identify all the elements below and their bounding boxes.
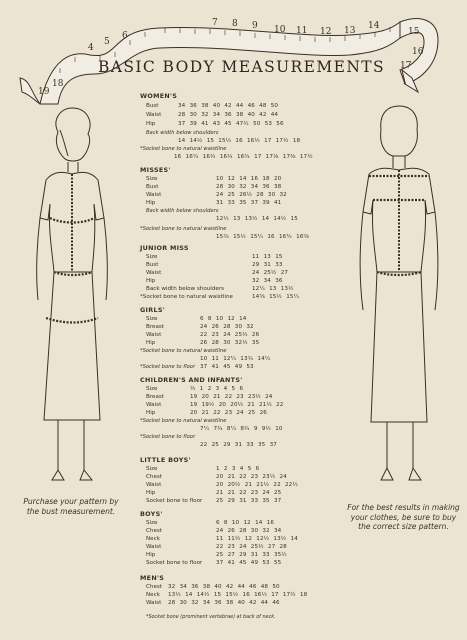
row-label: Neck — [146, 536, 160, 542]
row-values: 15¾ 15½ 15¼ 16 16¼ 16⅝ — [216, 234, 309, 240]
right-caption — [346, 503, 461, 532]
back-figure-illustration — [333, 100, 461, 485]
tape-number: 6 — [122, 31, 128, 41]
tape-number: 12 — [320, 27, 332, 37]
row-values: 22 23 24 25½ 27 28 — [216, 544, 287, 550]
row-values: 19 19½ 20 20½ 21 21½ 22 — [190, 402, 284, 408]
caption-line: your clothes, be sure to buy — [350, 512, 457, 522]
caption-line: the correct size pattern. — [358, 522, 449, 531]
row-label: Bust — [146, 184, 159, 190]
row-label: Breast — [146, 394, 164, 400]
row-label: *Socket bone to natural waistline — [140, 294, 233, 300]
row-label: Hip — [146, 552, 156, 558]
tape-number: 9 — [252, 21, 258, 31]
row-label: Waist — [146, 270, 162, 276]
row-values: 28 30 32 34 36 38 40 42 44 — [178, 112, 279, 118]
row-label: Size — [146, 466, 158, 472]
row-values: 25 29 31 33 35 37 — [216, 498, 282, 504]
tape-number: 16 — [412, 47, 424, 57]
row-values: 34 36 38 40 42 44 46 48 50 — [178, 103, 279, 109]
note-label: *Socket bone to natural waistline — [140, 418, 227, 424]
page-title: BASIC BODY MEASUREMENTS — [98, 58, 386, 76]
row-label: Back width below shoulders — [146, 286, 225, 292]
row-values: 24 26 28 30 32 — [200, 324, 254, 330]
row-values: 22 23 24 25½ 26 — [200, 332, 260, 338]
tape-number: 19 — [38, 87, 50, 97]
row-values: 25 27 29 31 33 35½ — [216, 552, 287, 558]
tape-number: 4 — [88, 43, 94, 53]
row-values: 24 26 28 30 32 34 — [216, 528, 282, 534]
row-values: 22 25 29 31 33 35 37 — [200, 442, 277, 448]
row-label: Waist — [146, 544, 162, 550]
row-label: Size — [146, 316, 158, 322]
section-title-children: CHILDREN'S AND INFANTS' — [140, 376, 243, 384]
row-values: 24 25 26½ 28 30 32 — [216, 192, 287, 198]
section-title-little-boys: LITTLE BOYS' — [140, 456, 191, 464]
row-values: 28 30 32 34 36 38 40 42 44 46 — [168, 600, 280, 606]
row-values: 20 21 22 23 24 25 26 — [190, 410, 267, 416]
row-values: 28 30 32 34 36 38 — [216, 184, 282, 190]
row-values: 32 34 36 — [252, 278, 283, 284]
row-values: 29 31 33 — [252, 262, 283, 268]
left-caption — [6, 497, 136, 516]
row-values: 24 25½ 27 — [252, 270, 289, 276]
row-values: 14⅝ 15½ 15¼ — [252, 294, 300, 300]
row-values: 32 34 36 38 40 42 44 46 48 50 — [168, 584, 280, 590]
row-label: Waist — [146, 192, 162, 198]
note-label: *Socket bone to floor — [140, 434, 196, 440]
row-label: Waist — [146, 600, 162, 606]
row-values: 11 13 15 — [252, 254, 283, 260]
section-title-junior: JUNIOR MISS — [140, 244, 189, 252]
row-label: Waist — [146, 402, 162, 408]
row-label: Size — [146, 386, 158, 392]
row-values: 10 12 14 16 18 20 — [216, 176, 282, 182]
row-label: Bust — [146, 262, 159, 268]
tape-number: 13 — [344, 26, 356, 36]
row-values: 14 14½ 15 15½ 16 16½ 17 17½ 18 — [178, 138, 301, 144]
row-label: Neck — [146, 592, 160, 598]
tape-number: 14 — [368, 21, 380, 31]
footnote: *Socket bone (prominent vertebrae) at back of neck. — [146, 614, 276, 620]
front-figure-illustration — [8, 100, 136, 485]
row-values: 7¼ 7¾ 8¼ 8¾ 9 9½ 10 — [200, 426, 283, 432]
tape-number: 18 — [52, 79, 64, 89]
row-values: 20 21 22 23 23½ 24 — [216, 474, 287, 480]
row-values: 11 11½ 12 12½ 13½ 14 — [216, 536, 298, 542]
section-title-girls: GIRLS' — [140, 306, 165, 314]
row-label: Size — [146, 176, 158, 182]
tape-number: 15 — [408, 27, 420, 37]
caption-line: For the best results in making — [347, 503, 460, 512]
row-values: 13½ 14 14½ 15 15½ 16 16½ 17 17½ 18 — [168, 592, 308, 598]
row-label: Socket bone to floor — [146, 498, 203, 504]
row-label: Hip — [146, 200, 156, 206]
row-values: 37 39 41 43 45 47½ 50 53 56 — [178, 121, 284, 127]
section-title-boys: BOYS' — [140, 510, 163, 518]
row-values: 20 20½ 21 21½ 22 22½ — [216, 482, 298, 488]
section-title-women: WOMEN'S — [140, 92, 178, 100]
row-values: ½ 1 2 3 4 5 6 — [190, 386, 244, 392]
note-label: Back width below shoulders — [146, 130, 219, 136]
row-label: Chest — [146, 584, 163, 590]
row-label: Waist — [146, 112, 162, 118]
tape-number: 11 — [296, 26, 308, 36]
row-values: 37 41 45 49 53 — [200, 364, 254, 370]
tape-number: 5 — [104, 37, 110, 47]
caption-line: Purchase your pattern by — [23, 497, 119, 506]
row-label: Hip — [146, 121, 156, 127]
note-label: *Socket bone to natural waistline — [140, 348, 227, 354]
tape-number: 10 — [274, 25, 286, 35]
row-label: Waist — [146, 482, 162, 488]
row-values: 12¼ 13 13½ — [252, 286, 294, 292]
tape-number: 17 — [400, 61, 412, 71]
note-label: *Socket bone to natural waistline — [140, 226, 227, 232]
section-title-misses: MISSES' — [140, 166, 171, 174]
row-label: Size — [146, 254, 158, 260]
row-label: Bust — [146, 103, 159, 109]
row-label: Socket bone to floor — [146, 560, 203, 566]
row-values: 26 28 30 32½ 35 — [200, 340, 260, 346]
note-label: Back width below shoulders — [146, 208, 219, 214]
tape-number: 8 — [232, 19, 238, 29]
row-label: Waist — [146, 332, 162, 338]
tape-number: 7 — [212, 18, 218, 28]
note-label: *Socket bone to natural waistline — [140, 146, 227, 152]
row-values: 10 11 12¼ 13¾ 14¼ — [200, 356, 271, 362]
row-label: Hip — [146, 490, 156, 496]
row-label: Hip — [146, 410, 156, 416]
row-values: 37 41 45 49 53 55 — [216, 560, 282, 566]
row-values: 16 16¼ 16½ 16¾ 16¾ 17 17⅛ 17⅜ 17½ — [174, 154, 313, 160]
row-values: 31 33 35 37 39 41 — [216, 200, 282, 206]
row-label: Chest — [146, 474, 163, 480]
row-label: Hip — [146, 340, 156, 346]
row-values: 19 20 21 22 23 23½ 24 — [190, 394, 273, 400]
row-label: Hip — [146, 278, 156, 284]
tape-measure-banner — [0, 0, 467, 110]
caption-line: the bust measurement. — [26, 506, 116, 516]
row-values: 12½ 13 13½ 14 14½ 15 — [216, 216, 298, 222]
row-values: 21 21 22 23 24 25 — [216, 490, 282, 496]
row-label: Chest — [146, 528, 163, 534]
section-title-men: MEN'S — [140, 574, 165, 582]
row-values: 1 2 3 4 5 6 — [216, 466, 260, 472]
row-values: 6 8 10 12 14 16 — [216, 520, 274, 526]
row-label: Breast — [146, 324, 164, 330]
note-label: *Socket bone to floor — [140, 364, 196, 370]
row-label: Size — [146, 520, 158, 526]
row-values: 6 8 10 12 14 — [200, 316, 247, 322]
